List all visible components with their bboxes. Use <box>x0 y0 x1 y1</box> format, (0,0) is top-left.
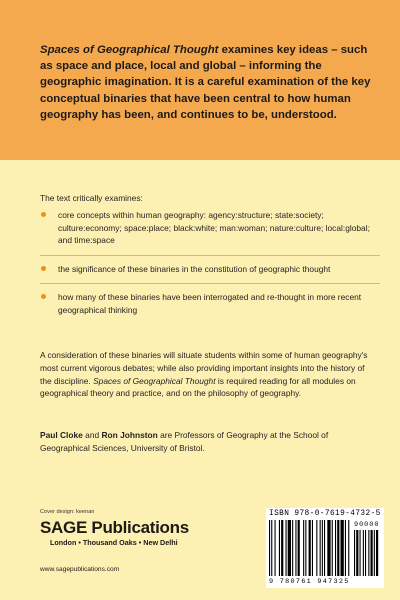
list-item <box>40 209 380 256</box>
bullet-text: core concepts within human geography: agency:structure; state:society; culture:economy; space:place; black:white; man:woman; nature:culture; local:global; and time:space <box>58 210 370 246</box>
bullet-list <box>40 209 380 332</box>
sage-logo: SAGE Publications <box>40 518 189 537</box>
bullet-icon <box>41 212 46 217</box>
author-bio <box>40 429 376 455</box>
bullet-icon <box>41 294 46 299</box>
intro-text: The text critically examines: <box>40 193 143 203</box>
publisher-url: www.sagepublications.com <box>40 566 120 573</box>
paragraph-before: A consideration of these binaries will situate students within some of human geography's most current vigorous debates; while also providing important insights into the history of the discipline. <box>40 350 368 386</box>
top-blurb <box>40 42 376 123</box>
bullet-text: the significance of these binaries in the constitution of geographic thought <box>58 263 331 274</box>
publisher-logo <box>40 519 210 547</box>
author-name: Paul Cloke <box>40 430 83 440</box>
cover-design-credit: Cover design: keenan <box>40 509 95 515</box>
bullet-text: how many of these binaries have been interrogated and re-thought in more recent geographical thinking <box>58 292 362 315</box>
barcode-box <box>266 508 384 588</box>
author-bio-text: are Professors of Geography at the School of Geographical Sciences, University of Bristol. <box>40 430 329 453</box>
description-paragraph <box>40 349 376 400</box>
bullet-icon <box>41 266 46 271</box>
paragraph-after: is required reading for all modules on geographical theory and practice, and on the philosophy of geography. <box>40 375 356 399</box>
list-item <box>40 263 380 285</box>
isbn-text: ISBN 978-0-7619-4732-5 <box>269 510 381 518</box>
publisher-cities: London • Thousand Oaks • New Delhi <box>50 538 178 547</box>
barcode-digits: 9 780761 947325 <box>269 578 350 586</box>
book-title: Spaces of Geographical Thought <box>40 44 219 56</box>
author-name: Ron Johnston <box>101 430 158 440</box>
top-blurb-text: examines key ideas – such as space and place, local and global – informing the geographic imagination. It is a careful examination of the key conceptual binaries that have been central to how human geography has been, and continues to be, understood. <box>40 44 371 121</box>
price-code: 90000 <box>354 521 380 529</box>
author-conjunction: and <box>82 430 102 440</box>
list-item <box>40 291 380 324</box>
book-title-inline: Spaces of Geographical Thought <box>93 375 216 386</box>
